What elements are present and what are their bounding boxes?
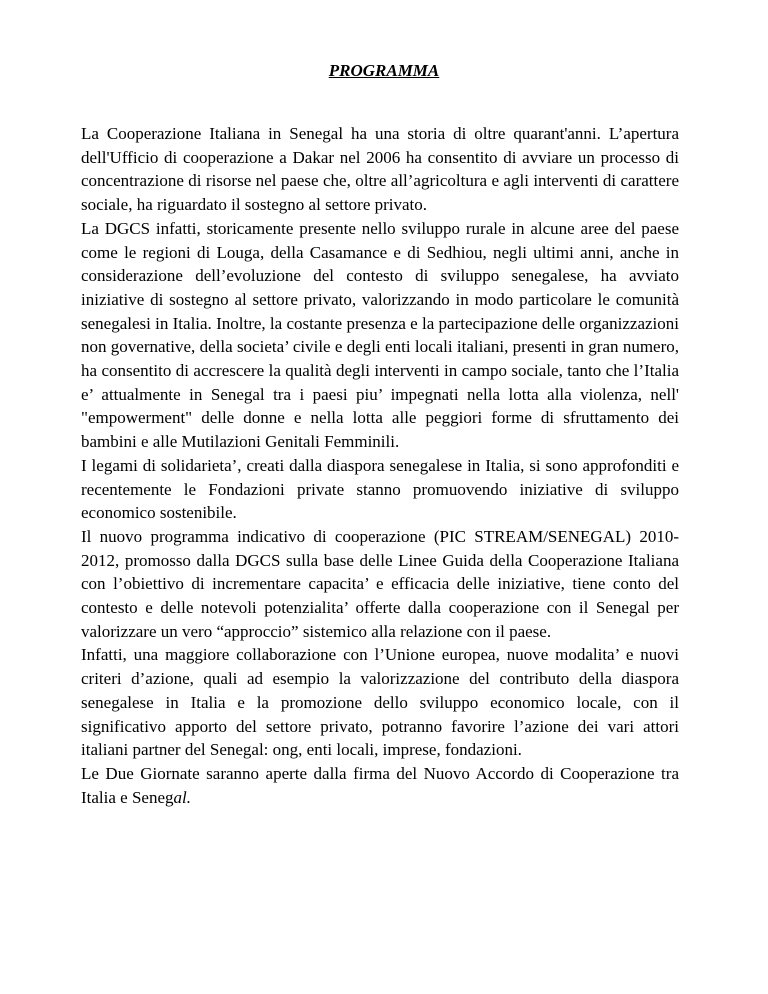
paragraph-program: Il nuovo programma indicativo di cooperazione (PIC STREAM/SENEGAL) 2010-2012, promosso dalla DGCS sulla base delle Linee Guida della Cooperazione Italiana con l’obiettivo di incrementare capacita’ e efficacia delle iniziative, tiene conto del contesto e delle notevoli potenzialita’ offerte dalla cooperazione con il Senegal per valorizzare un vero “approccio” sistemico alla relazione con il paese. (81, 526, 679, 641)
paragraph-dgcs: La DGCS infatti, storicamente presente nello sviluppo rurale in alcune aree del paese come le regioni di Louga, della Casamance e di Sedhiou, negli ultimi anni, anche in considerazione dell’evoluzione del contesto di sviluppo senegalese, ha avviato iniziative di sostegno al settore privato, valorizzando in modo particolare le comunità senegalesi in Italia. Inoltre, la costante presenza e la partecipazione delle organizzazioni non governative, della societa’ civile e degli enti locali italiani, presenti in gran numero, ha consentito di accrescere la qualità degli interventi in campo sociale, tanto che l’Italia e’ attualmente in Senegal tra i paesi piu’ impegnati nella lotta alla violenza, nell' "empowerment" delle donne e nella lotta alle peggiori forme di sfruttamento dei bambini e alle Mutilazioni Genitali Femminili. (81, 218, 679, 452)
document-title: PROGRAMMA (328, 61, 440, 80)
paragraph-history: La Cooperazione Italiana in Senegal ha una storia di oltre quarant'anni. L’apertura dell'Ufficio di cooperazione a Dakar nel 2006 ha consentito di avviare un processo di concentrazione di risorse nel paese che, oltre all’agricoltura e agli interventi di carattere sociale, ha riguardato il sostegno al settore privato. (81, 124, 679, 215)
paragraph-solidarity: I legami di solidarieta’, creati dalla diaspora senegalese in Italia, si sono approfonditi e recentemente le Fondazioni private stanno promuovendo iniziative di sviluppo economico sostenibile. (81, 455, 679, 523)
paragraph-closing (81, 762, 679, 809)
closing-text: Le Due Giornate saranno aperte dalla firma del Nuovo Accordo di Cooperazione tra Italia e Seneg (81, 763, 679, 807)
document-body (81, 122, 679, 809)
paragraph-collaboration: Infatti, una maggiore collaborazione con l’Unione europea, nuove modalita’ e nuovi criteri d’azione, quali ad esempio la valorizzazione del contributo della diaspora senegalese in Italia e la promozione dello sviluppo economico locale, con il significativo apporto del settore privato, potranno favorire l’azione dei vari attori italiani partner del Senegal: ong, enti locali, imprese, fondazioni. (81, 645, 679, 760)
closing-italic-tail: al. (173, 787, 191, 807)
